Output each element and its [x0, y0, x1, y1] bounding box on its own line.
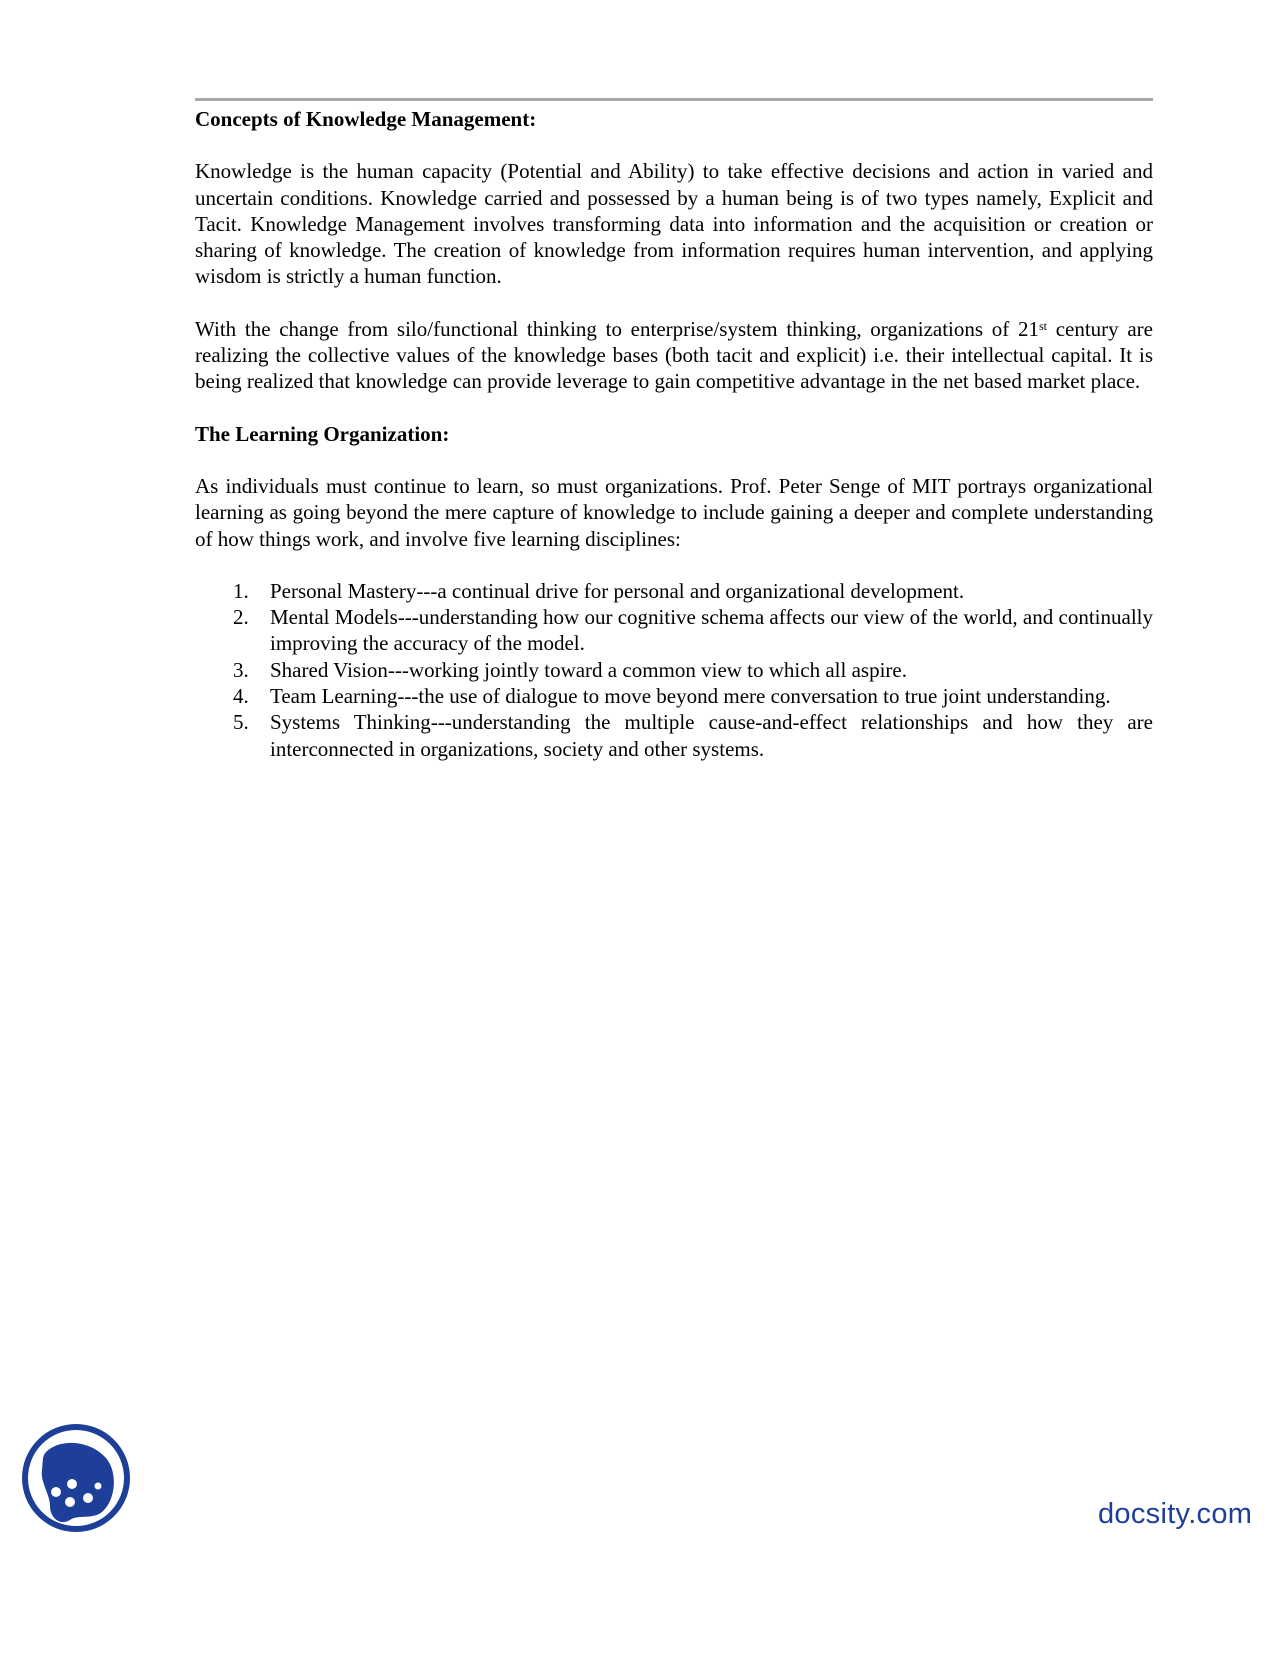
- list-item-number: 2.: [233, 605, 249, 630]
- list-item-text: Team Learning---the use of dialogue to move beyond mere conversation to true joint understanding.: [270, 684, 1111, 709]
- disciplines-list: [195, 578, 1153, 762]
- section-heading-knowledge-management: Concepts of Knowledge Management:: [195, 107, 537, 131]
- list-item: [195, 683, 1153, 709]
- document-body: [195, 106, 1153, 762]
- docsity-logo-graphic: [20, 1422, 132, 1534]
- top-divider: [195, 98, 1153, 101]
- paragraph-enterprise-thinking: [195, 316, 1153, 395]
- list-item: [195, 709, 1153, 762]
- ordinal-suffix: st: [1038, 318, 1047, 333]
- list-item: [195, 604, 1153, 657]
- list-item-text: Mental Models---understanding how our cognitive schema affects our view of the world, and continually improving the accuracy of the model.: [270, 605, 1153, 656]
- list-item-number: 4.: [233, 684, 249, 709]
- paragraph-enterprise-thinking-start: With the change from silo/functional thinking to enterprise/system thinking, organizations of 21: [195, 316, 1039, 341]
- list-item: [195, 657, 1153, 683]
- paragraph-learning-organization: As individuals must continue to learn, so must organizations. Prof. Peter Senge of MIT portrays organizational learning as going beyond the mere capture of knowledge to include gaining a deeper and complete understanding of how things work, and involve five learning disciplines:: [195, 473, 1153, 551]
- section-heading-learning-organization: The Learning Organization:: [195, 421, 450, 446]
- docsity-brand-link[interactable]: docsity.com: [1098, 1498, 1253, 1530]
- list-item-number: 5.: [233, 710, 249, 735]
- paragraph-knowledge-definition: Knowledge is the human capacity (Potential and Ability) to take effective decisions and action in varied and uncertain conditions. Knowledge carried and possessed by a human being is of two types namely, Explicit and Tacit. Knowledge Management involves transforming data into information and the acquisition or creation or sharing of knowledge. The creation of knowledge from information requires human intervention, and applying wisdom is strictly a human function.: [195, 159, 1153, 289]
- paragraph-enterprise-thinking-rest: century are realizing the collective values of the knowledge bases (both tacit and explicit) i.e. their intellectual capital. It is being realized that knowledge can provide leverage to gain competitive advantage in the net based market place.: [195, 316, 1153, 394]
- docsity-logo-icon[interactable]: [20, 1422, 132, 1534]
- list-item-text: Personal Mastery---a continual drive for personal and organizational development.: [270, 578, 965, 603]
- list-item-text: Shared Vision---working jointly toward a common view to which all aspire.: [270, 657, 907, 682]
- list-item: [195, 578, 1153, 604]
- list-item-text: Systems Thinking---understanding the multiple cause-and-effect relationships and how they are interconnected in organizations, society and other systems.: [270, 710, 1153, 761]
- list-item-number: 3.: [233, 657, 249, 682]
- list-item-number: 1.: [233, 578, 249, 603]
